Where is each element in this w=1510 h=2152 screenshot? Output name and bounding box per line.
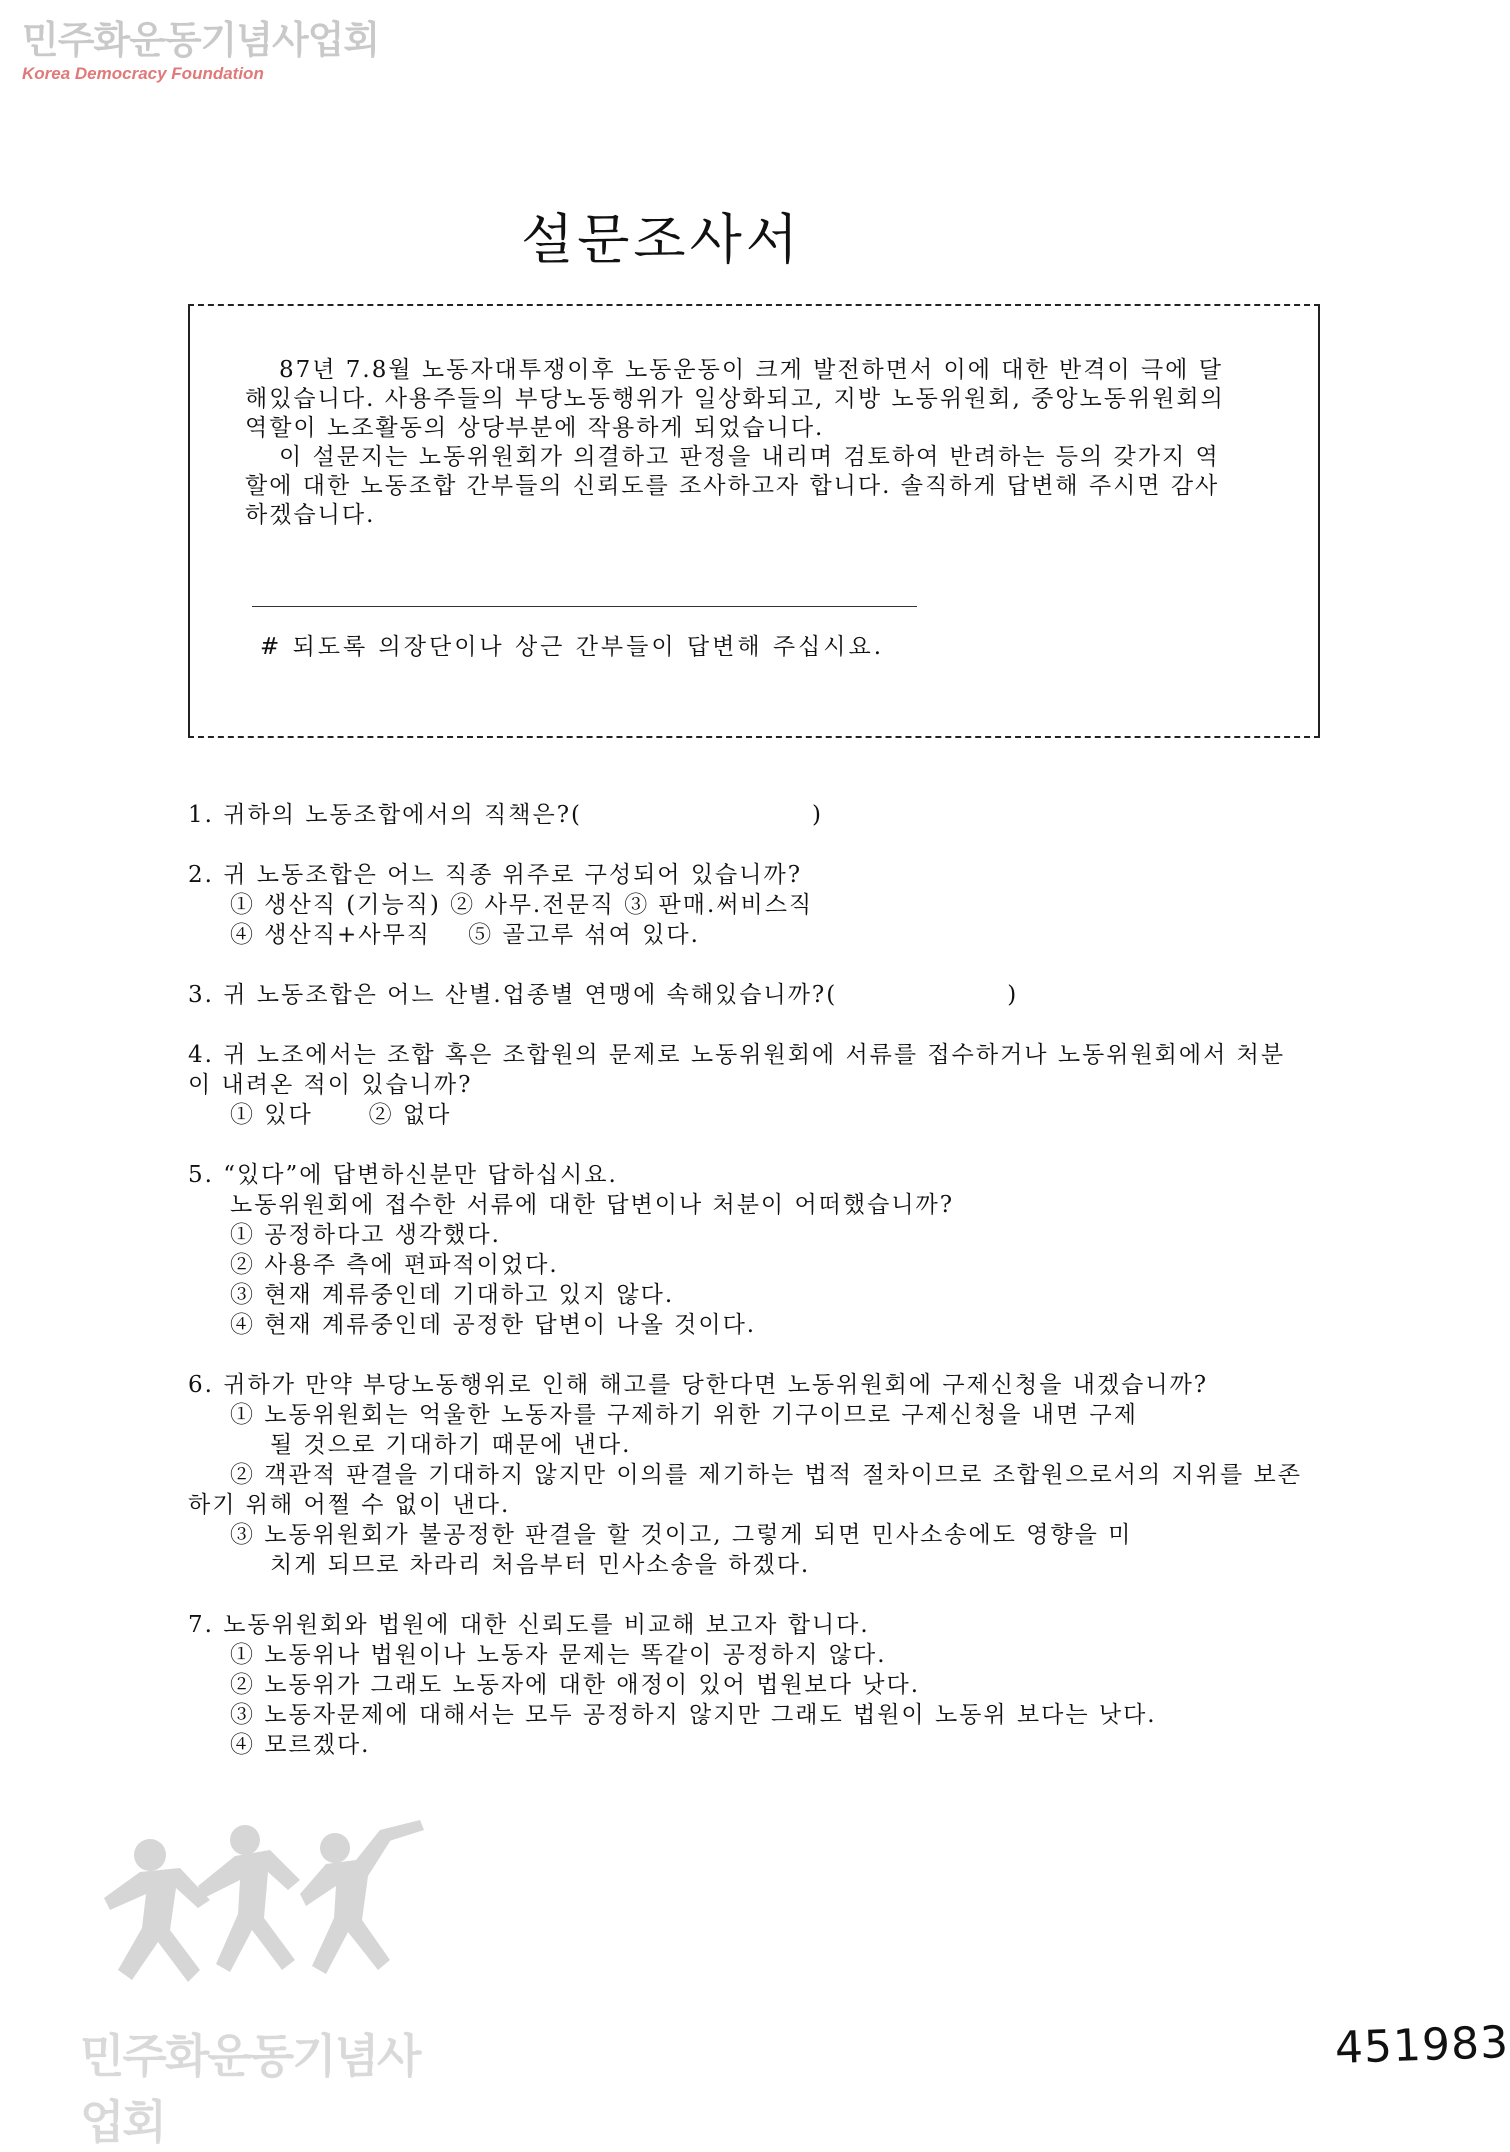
question-5-subtext: 노동위원회에 접수한 서류에 대한 답변이나 처분이 어떠했습니까? [230,1192,955,1218]
question-6-option-1-continued: 될 것으로 기대하기 때문에 낸다. [270,1432,632,1458]
question-5-option-3[interactable]: ③ 현재 계류중인데 기대하고 있지 않다. [230,1282,675,1308]
document-title: 설문조사서 [521,208,802,271]
intro-paragraph-2: 이 설문지는 노동위원회가 의결하고 판정을 내리며 검토하여 반려하는 등의 갖가지 역할에 대한 노동조합 간부들의 신뢰도를 조사하고자 합니다. 솔직하게 답변해 주시면 감사하겠습니다. [245,444,1220,528]
foundation-watermark-bottom [80,1810,440,2149]
question-6 [188,1370,1308,1580]
question-3-text: 3. 귀 노동조합은 어느 산별.업종별 연맹에 속해있습니까?( [188,982,838,1008]
question-1 [188,800,1308,830]
watermark-english: Korea Democracy Foundation [22,64,264,83]
question-5-text: 5. “있다”에 답변하신분만 답하십시요. [188,1162,618,1188]
question-6-option-2[interactable]: ② 객관적 판결을 기대하지 않지만 이의를 제기하는 법적 절차이므로 조합원으로서의 지위를 보존하기 위해 어쩔 수 없이 낸다. [188,1462,1302,1518]
intro-paragraph-1: 87년 7.8월 노동자대투쟁이후 노동운동이 크게 발전하면서 이에 대한 반격이 극에 달해있습니다. 사용주들의 부당노동행위가 일상화되고, 지방 노동위원회, 중앙노동위원회의 역할이 노조활동의 상당부분에 작용하게 되었습니다. [245,357,1225,441]
question-7-option-4[interactable]: ④ 모르겠다. [230,1732,371,1758]
question-5-option-1[interactable]: ① 공정하다고 생각했다. [230,1222,501,1248]
watermark-korean: 민주화운동기념사업회 [22,18,380,62]
question-3 [188,980,1308,1010]
intro-divider [252,606,917,607]
question-7-option-2[interactable]: ② 노동위가 그래도 노동자에 대한 애정이 있어 법원보다 낫다. [230,1672,921,1698]
question-6-option-1[interactable]: ① 노동위원회는 억울한 노동자를 구제하기 위한 기구이므로 구제신청을 내면 구제 [230,1402,1138,1428]
question-7-option-1[interactable]: ① 노동위나 법원이나 노동자 문제는 똑같이 공정하지 않다. [230,1642,887,1668]
question-4 [188,1040,1308,1130]
watermark-bottom-korean: 민주화운동기념사업회 [80,2029,420,2149]
intro-box [188,304,1320,738]
question-6-text: 6. 귀하가 만약 부당노동행위로 인해 해고를 당한다면 노동위원회에 구제신청을 내겠습니까? [188,1372,1209,1398]
question-5-option-2[interactable]: ② 사용주 측에 편파적이었다. [230,1252,559,1278]
question-5-option-4[interactable]: ④ 현재 계류중인데 공정한 답변이 나올 것이다. [230,1312,757,1338]
question-4-text: 4. 귀 노조에서는 조합 혹은 조합원의 문제로 노동위원회에 서류를 접수하거나 노동위원회에서 처분이 내려온 적이 있습니까? [188,1042,1286,1098]
question-2-options-row-1[interactable]: ① 생산직 (기능직) ② 사무.전문직 ③ 판매.써비스직 [230,892,814,918]
question-7-text: 7. 노동위원회와 법원에 대한 신뢰도를 비교해 보고자 합니다. [188,1612,870,1638]
intro-text [245,356,1235,530]
intro-note: # 되도록 의장단이나 상근 간부들이 답변해 주십시요. [260,634,885,660]
foundation-watermark [22,18,379,84]
document-number: 451983 [1334,2016,1510,2075]
question-7 [188,1610,1308,1760]
question-1-close: ) [812,802,824,828]
question-4-options[interactable]: ① 있다 ② 없다 [230,1102,452,1128]
question-1-text: 1. 귀하의 노동조합에서의 직책은?( [188,802,583,828]
question-2 [188,860,1308,950]
question-3-close: ) [1007,982,1019,1008]
question-2-text: 2. 귀 노동조합은 어느 직종 위주로 구성되어 있습니까? [188,862,803,888]
question-6-option-3[interactable]: ③ 노동위원회가 불공정한 판결을 할 것이고, 그렇게 되면 민사소송에도 영향을 미 [230,1522,1133,1548]
question-list [188,800,1308,1790]
question-6-option-3-continued: 치게 되므로 차라리 처음부터 민사소송을 하겠다. [270,1552,811,1578]
question-7-option-3[interactable]: ③ 노동자문제에 대해서는 모두 공정하지 않지만 그래도 법원이 노동위 보다는 낫다. [230,1702,1157,1728]
question-5 [188,1160,1308,1340]
question-2-options-row-2[interactable]: ④ 생산직+사무직 ⑤ 골고루 섞여 있다. [230,922,700,948]
running-figures-icon [80,1810,440,2020]
